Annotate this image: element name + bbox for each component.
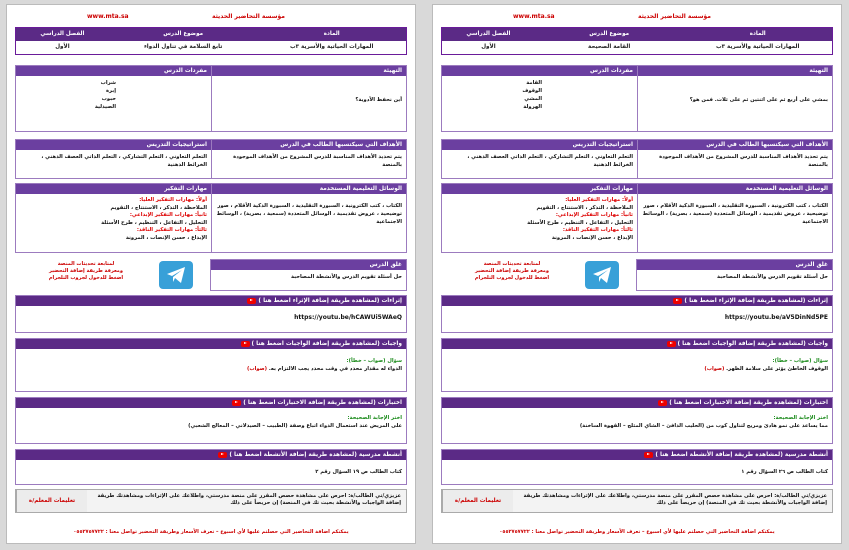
homework-video-link[interactable]: (لمشاهدة طريقة إضافة الواجبات اضغط هنا ) (251, 341, 380, 347)
site-link[interactable]: www.mta.sa (513, 13, 555, 20)
site-link[interactable]: www.mta.sa (87, 13, 129, 20)
tests-block (441, 397, 833, 444)
term-value: الأول (55, 44, 70, 50)
promo-line: ومعرفة طريقة إضافة التحضير (48, 268, 124, 274)
topic-label: موضوع الدرس (589, 31, 630, 37)
strategies-text: التعلم التعاوني ، التعلم التشاركي ، التعلم الذاتي العصف الذهني ، الخرائط الذهنية (41, 154, 207, 168)
youtube-icon[interactable] (673, 298, 682, 304)
homework-video-link[interactable]: (لمشاهدة طريقة إضافة الواجبات اضغط هنا ) (677, 341, 806, 347)
activities-video-link[interactable]: (لمشاهدة طريقة إضافة الأنشطة اضغط هنا ) (655, 452, 783, 458)
lesson-header-table (15, 27, 407, 55)
homework-question: الدواء له مقدار محدد في وقت محدد يجب الالتزام به. (268, 366, 402, 372)
teacher-notes-text: عزيزي/تي الطالب/ة: احرص على مشاهدة حصص المقرر على منصة مدرستي، واطلاعك على الإثراءات ومشاهدتك طريقة إضافة الواجبات والأنشطة بحيث تك في المنصة) إن حريصاً على ذلك (87, 490, 406, 512)
promo-line: اضغط للدخول لجروب التلجرام (474, 275, 550, 281)
vocab-item: المشي (524, 96, 542, 102)
tests-options: (الحليب الدافئ – الشاي المثلج – القهوة الساخنة) (579, 423, 705, 429)
youtube-icon[interactable] (232, 400, 241, 406)
goals-title: الأهداف التي سيكتسبها الطالب في الدرس (211, 140, 406, 150)
activities-video-link[interactable]: (لمشاهدة طريقة إضافة الأنشطة اضغط هنا ) (229, 452, 357, 458)
topic-value: القامة الصحيحة (588, 44, 631, 50)
youtube-icon[interactable] (218, 452, 227, 458)
org-name: مؤسسة التحاضير الحديثة (211, 13, 285, 20)
closing-text: حل أسئلة تقويم الدرس والأنشطة المصاحبة (290, 274, 402, 280)
thinking-level-2-text: التحليل ، التفاعل ، التنظيم ، طرح الأسئلة (527, 219, 633, 226)
activities-text: كتاب الطالب ص ١٩ السؤال رقم ٢ (315, 469, 402, 475)
closing-title: غلق الدرس (637, 260, 832, 270)
activities-title: أنشطة مدرسية (784, 452, 828, 458)
enrich-video-link[interactable]: (لمشاهدة طريقة إضافة الإثراء اضغط هنا ) (258, 298, 380, 304)
intro-text: بمشي على أربع ثم على اثنتين ثم على ثلاث. فمن هو؟ (689, 97, 828, 103)
thinking-level-3: ثالثاً: مهارات التفكير الناقد: (136, 227, 207, 233)
closing-block (210, 259, 407, 291)
enrich-title: إثراءات (807, 298, 828, 304)
thinking-level-2: ثانياً: مهارات التفكير الإبداعي: (555, 212, 633, 218)
promo-line: ومعرفة طريقة إضافة التحضير (474, 268, 550, 274)
homework-question-label: سؤال (صواب – خطأ): (772, 358, 828, 364)
promo-line: لمتابعة تحديثات المنصة (57, 261, 115, 267)
activities-block (15, 449, 407, 485)
intro-title: التهيئة (637, 66, 832, 76)
thinking-level-2: ثانياً: مهارات التفكير الإبداعي: (129, 212, 207, 218)
thinking-block (441, 183, 638, 253)
vocab-item: القامة (526, 80, 542, 86)
vocab-title: مفردات الدرس (16, 66, 211, 76)
homework-question: الوقوف الخاطئ يؤثر على سلامة الظهر. (726, 366, 828, 372)
homework-question-label: سؤال (صواب – خطأ): (346, 358, 402, 364)
enrich-url[interactable]: https://youtu.be/hCAWUi5WAeQ (294, 314, 402, 321)
telegram-icon[interactable] (585, 261, 619, 289)
term-label: الفصل الدراسي (466, 31, 511, 37)
tests-video-link[interactable]: (لمشاهدة طريقة إضافة الاختبارات اضغط هنا ) (669, 400, 802, 406)
homework-answer: (صواب) (704, 366, 725, 372)
tests-question: مما يساعد على نمو هادئ ومريح لتناول كوب من (706, 423, 828, 429)
tests-video-link[interactable]: (لمشاهدة طريقة إضافة الاختبارات اضغط هنا ) (243, 400, 376, 406)
intro-block (210, 65, 407, 132)
media-title: الوسائل التعليمية المستخدمة (637, 184, 832, 194)
teacher-notes-label: تعليمات المعلم/ة (442, 490, 513, 512)
vocab-item: حبوب (101, 96, 116, 102)
thinking-level-3: ثالثاً: مهارات التفكير الناقد: (562, 227, 633, 233)
goals-block (636, 139, 833, 179)
activities-block (441, 449, 833, 485)
activities-title: أنشطة مدرسية (358, 452, 402, 458)
topic-value: تابع السلامة في تناول الدواء (143, 44, 223, 50)
vocab-title: مفردات الدرس (442, 66, 637, 76)
enrich-url[interactable]: https://youtu.be/aV5DinNd5PE (724, 314, 828, 321)
teacher-notes-label: تعليمات المعلم/ة (16, 490, 87, 512)
closing-text: حل أسئلة تقويم الدرس والأنشطة المصاحبة (716, 274, 828, 280)
footer-contact: يمكنكم اضافة التحاضير التي حصلتم عليها لأي اسبوع – تعرف الأسعار وطريقة التحضير تواصل معنا : ٠٥٥٢٧٥٧٧٢٢ (73, 529, 349, 535)
thinking-level-3-text: الإبداع ، حسن الإنصات ، المرونة (125, 234, 207, 241)
enrich-block (441, 295, 833, 333)
vocab-item: شراب (100, 80, 116, 86)
telegram-icon[interactable] (159, 261, 193, 289)
media-text: الكتاب ، كتب الكترونية ، السبورة التقليدية ، السبورة الذكية الأقلام ، صور توضيحية ، عروض تقديمية ، الوسائل المتعددة (سمعية ، بصرية) ، الوسائط الاجتماعية (216, 203, 402, 225)
enrich-block (15, 295, 407, 333)
term-value: الأول (481, 44, 496, 50)
tests-question: على المريض عند استعمال الدواء اتباع وصفة (289, 423, 402, 429)
homework-block (441, 338, 833, 392)
thinking-level-2-text: التحليل ، التفاعل ، التنظيم ، طرح الأسئلة (101, 219, 207, 226)
tests-title: اختبارات (803, 400, 828, 406)
tests-options: (الطبيب – الصيدلاني – المعالج الشعبي) (188, 423, 288, 429)
thinking-level-1: أولاً: مهارات التفكير العليا: (565, 197, 633, 203)
media-block (210, 183, 407, 253)
org-name: مؤسسة التحاضير الحديثة (637, 13, 711, 20)
lesson-header-table (441, 27, 833, 55)
tests-title: اختبارات (377, 400, 402, 406)
enrich-video-link[interactable]: (لمشاهدة طريقة إضافة الإثراء اضغط هنا ) (684, 298, 806, 304)
lesson-sheet-left (6, 4, 416, 544)
thinking-block (15, 183, 212, 253)
vocab-item: الوقوف (522, 88, 542, 94)
intro-block (636, 65, 833, 132)
subject-label: المادة (323, 31, 340, 37)
goals-text: يتم تحديد الأهداف المناسبة للدرس المشروح من الأهداف الموجودة بالمنصة (233, 154, 402, 168)
closing-block (636, 259, 833, 291)
teacher-notes (441, 489, 833, 513)
vocab-item: إبرة (105, 88, 116, 94)
telegram-promo[interactable] (21, 261, 151, 282)
goals-block (210, 139, 407, 179)
thinking-level-1-text: الملاحظة ، التذكر ، الاستنتاج ، التقويم (110, 204, 207, 211)
strategies-block (15, 139, 212, 179)
media-title: الوسائل التعليمية المستخدمة (211, 184, 406, 194)
homework-block (15, 338, 407, 392)
media-block (636, 183, 833, 253)
footer-contact: يمكنكم اضافة التحاضير التي حصلتم عليها لأي اسبوع – تعرف الأسعار وطريقة التحضير تواصل معنا : ٠٥٥٢٧٥٧٧٢٢ (499, 529, 775, 535)
topic-label: موضوع الدرس (163, 31, 204, 37)
strategies-text: التعلم التعاوني ، التعلم التشاركي ، التعلم الذاتي العصف الذهني ، الخرائط الذهنية (467, 154, 633, 168)
tests-question-label: اختر الإجابة الصحيحة: (347, 415, 402, 421)
subject-label: المادة (749, 31, 766, 37)
vocab-item: الصيدلية (94, 104, 116, 110)
enrich-title: إثراءات (381, 298, 402, 304)
strategies-title: استراتيجيات التدريس (16, 140, 211, 150)
goals-title: الأهداف التي سيكتسبها الطالب في الدرس (637, 140, 832, 150)
vocab-block (441, 65, 638, 132)
homework-answer: (صواب) (247, 366, 268, 372)
homework-title: واجبات (807, 341, 828, 347)
closing-title: غلق الدرس (211, 260, 406, 270)
thinking-title: مهارات التفكير (442, 184, 637, 194)
term-label: الفصل الدراسي (40, 31, 85, 37)
youtube-icon[interactable] (241, 341, 250, 347)
subject-value: المهارات الحياتية والأسرية ٣ب (715, 44, 800, 50)
promo-line: لمتابعة تحديثات المنصة (483, 261, 541, 267)
promo-line: اضغط للدخول لجروب التلجرام (48, 275, 124, 281)
goals-text: يتم تحديد الأهداف المناسبة للدرس المشروح من الأهداف الموجودة بالمنصة (659, 154, 828, 168)
thinking-title: مهارات التفكير (16, 184, 211, 194)
thinking-level-1: أولاً: مهارات التفكير العليا: (139, 197, 207, 203)
teacher-notes-text: عزيزي/تي الطالب/ة: احرص على مشاهدة حصص المقرر على منصة مدرستي، واطلاعك على الإثراءات ومشاهدتك طريقة إضافة الواجبات والأنشطة بحيث تك في المنصة) إن حريصاً على ذلك (513, 490, 832, 512)
tests-question-label: اختر الإجابة الصحيحة: (773, 415, 828, 421)
activities-text: كتاب الطالب ص ٢٦ السؤال رقم ١ (741, 469, 828, 475)
tests-block (15, 397, 407, 444)
lesson-sheet-right (432, 4, 842, 544)
intro-title: التهيئة (211, 66, 406, 76)
youtube-icon[interactable] (644, 452, 653, 458)
strategies-title: استراتيجيات التدريس (442, 140, 637, 150)
vocab-block (15, 65, 212, 132)
strategies-block (441, 139, 638, 179)
subject-value: المهارات الحياتية والأسرية ٣ب (289, 44, 374, 50)
homework-title: واجبات (381, 341, 402, 347)
youtube-icon[interactable] (247, 298, 256, 304)
media-text: الكتاب ، كتب الكترونية ، السبورة التقليدية ، السبورة الذكية الأقلام ، صور توضيحية ، عروض تقديمية ، الوسائل المتعددة (سمعية ، بصرية) ، الوسائط الاجتماعية (642, 203, 828, 225)
vocab-item: الهرولة (523, 104, 542, 110)
thinking-level-3-text: الإبداع ، حسن الإنصات ، المرونة (551, 234, 633, 241)
intro-text: أين نحفظ الأدوية؟ (355, 97, 402, 103)
youtube-icon[interactable] (667, 341, 676, 347)
teacher-notes (15, 489, 407, 513)
youtube-icon[interactable] (658, 400, 667, 406)
telegram-promo[interactable] (447, 261, 577, 282)
thinking-level-1-text: الملاحظة ، التذكر ، الاستنتاج ، التقويم (536, 204, 633, 211)
